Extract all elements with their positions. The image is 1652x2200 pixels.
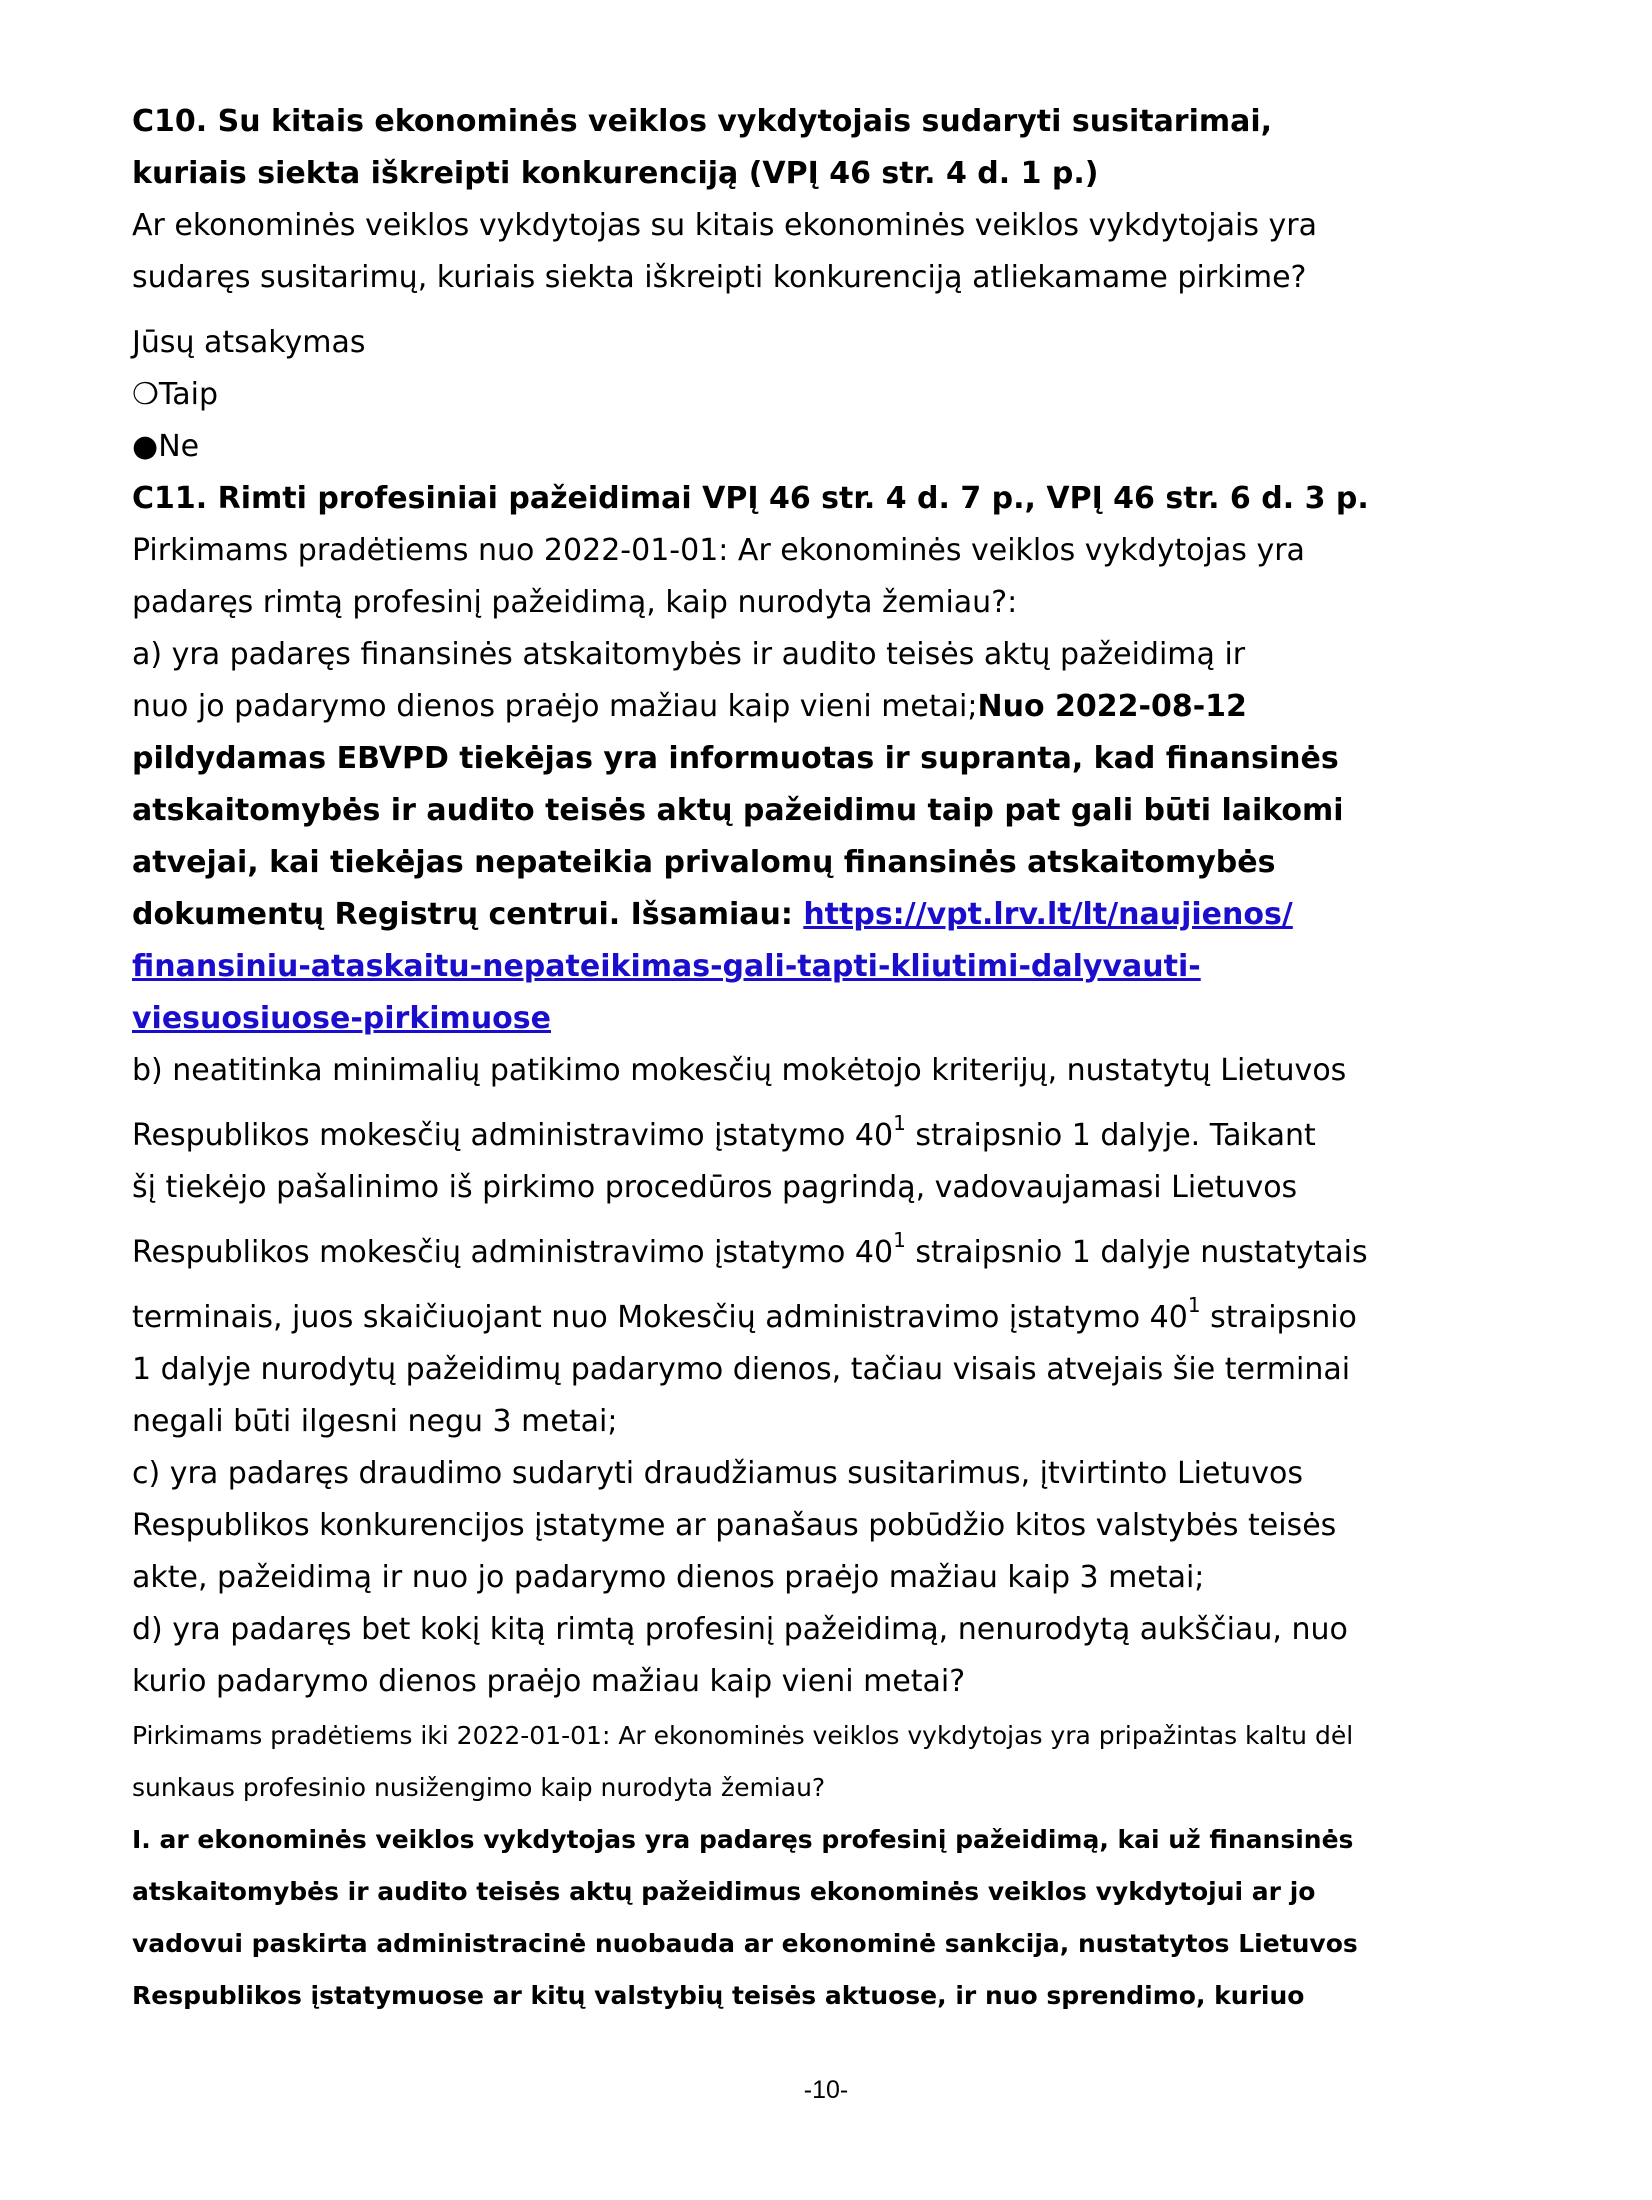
- item-b-line: šį tiekėjo pašalinimo iš pirkimo procedūros pagrindą, vadovaujamasi Lietuvos: [132, 1170, 1298, 1205]
- item-a-text: nuo jo padarymo dienos praėjo mažiau kaip vieni metai;: [132, 689, 978, 724]
- c10-title-line: C10. Su kitais ekonominės veiklos vykdytojais sudaryti susitarimai,: [132, 104, 1273, 139]
- option-taip[interactable]: [132, 369, 1532, 421]
- item-b-text: straipsnio 1 dalyje nustatytais: [905, 1235, 1368, 1270]
- vpt-news-link[interactable]: https://vpt.lrv.lt/lt/naujienos/: [803, 897, 1293, 932]
- item-a-bold-line: [132, 889, 1532, 941]
- link-line: [132, 941, 1532, 993]
- c10-question-line: sudaręs susitarimų, kuriais siekta iškreipti konkurenciją atliekamame pirkime?: [132, 260, 1307, 295]
- answer-label: Jūsų atsakymas: [132, 325, 366, 360]
- c10-question-line: Ar ekonominės veiklos vykdytojas su kitais ekonominės veiklos vykdytojais yra: [132, 208, 1317, 243]
- item-b-line: [132, 1227, 1532, 1279]
- c10-title-line: kuriais siekta iškreipti konkurenciją (VPĮ 46 str. 4 d. 1 p.): [132, 156, 1099, 191]
- option-label: Ne: [158, 429, 200, 464]
- item-b-line: [132, 1292, 1532, 1344]
- old-intro-line: Pirkimams pradėtiems iki 2022-01-01: Ar ekonominės veiklos vykdytojas yra pripažintas kaltu dėl: [132, 1721, 1354, 1750]
- item-i-line: I. ar ekonominės veiklos vykdytojas yra padaręs profesinį pažeidimą, kai už finansinės: [132, 1825, 1354, 1854]
- item-a-bold-line: atskaitomybės ir audito teisės aktų pažeidimu taip pat gali būti laikomi: [132, 793, 1344, 828]
- superscript: 1: [893, 1228, 906, 1252]
- item-b-text: Respublikos mokesčių administravimo įstatymo 40: [132, 1235, 894, 1270]
- superscript: 1: [893, 1111, 906, 1135]
- vpt-news-link[interactable]: finansiniu-ataskaitu-nepateikimas-gali-tapti-kliutimi-dalyvauti-: [132, 949, 1201, 984]
- item-a-line: a) yra padaręs finansinės atskaitomybės ir audito teisės aktų pažeidimą ir: [132, 637, 1246, 672]
- radio-checked-icon[interactable]: ●: [132, 429, 159, 464]
- item-a-bold-line: pildydamas EBVPD tiekėjas yra informuotas ir supranta, kad finansinės: [132, 741, 1339, 776]
- item-a-bold: dokumentų Registrų centrui. Išsamiau:: [132, 897, 804, 932]
- item-b-line: [132, 1110, 1532, 1162]
- item-d-line: d) yra padaręs bet kokį kitą rimtą profesinį pažeidimą, nenurodytą aukščiau, nuo: [132, 1612, 1348, 1647]
- item-b-text: straipsnio: [1200, 1300, 1357, 1335]
- item-a-line: [132, 681, 1532, 733]
- item-b-text: Respublikos mokesčių administravimo įstatymo 40: [132, 1118, 894, 1153]
- item-i-line: Respublikos įstatymuose ar kitų valstybių teisės aktuose, ir nuo sprendimo, kuriuo: [132, 1981, 1305, 2010]
- option-label: Taip: [158, 377, 219, 412]
- old-intro-line: sunkaus profesinio nusižengimo kaip nurodyta žemiau?: [132, 1773, 826, 1802]
- link-line: [132, 993, 1532, 1045]
- item-a-bold: Nuo 2022-08-12: [977, 689, 1247, 724]
- item-b-line: negali būti ilgesni negu 3 metai;: [132, 1404, 618, 1439]
- item-i-line: atskaitomybės ir audito teisės aktų pažeidimus ekonominės veiklos vykdytojui ar jo: [132, 1877, 1316, 1906]
- page-number: -10-: [803, 2076, 849, 2104]
- vpt-news-link[interactable]: viesuosiuose-pirkimuose: [132, 1001, 551, 1036]
- item-c-line: Respublikos konkurencijos įstatyme ar panašaus pobūdžio kitos valstybės teisės: [132, 1508, 1337, 1543]
- item-b-line: 1 dalyje nurodytų pažeidimų padarymo dienos, tačiau visais atvejais šie terminai: [132, 1352, 1351, 1387]
- item-c-line: c) yra padaręs draudimo sudaryti draudžiamus susitarimus, įtvirtinto Lietuvos: [132, 1456, 1303, 1491]
- item-d-line: kurio padarymo dienos praėjo mažiau kaip vieni metai?: [132, 1664, 966, 1699]
- item-i-line: vadovui paskirta administracinė nuobauda ar ekonominė sankcija, nustatytos Lietuvos: [132, 1929, 1358, 1958]
- option-ne[interactable]: [132, 421, 1532, 473]
- item-b-line: b) neatitinka minimalių patikimo mokesčių mokėtojo kriterijų, nustatytų Lietuvos: [132, 1053, 1347, 1088]
- superscript: 1: [1187, 1293, 1201, 1317]
- item-a-bold-line: atvejai, kai tiekėjas nepateikia privalomų finansinės atskaitomybės: [132, 845, 1276, 880]
- item-c-line: akte, pažeidimą ir nuo jo padarymo dienos praėjo mažiau kaip 3 metai;: [132, 1560, 1205, 1595]
- c11-title: C11. Rimti profesiniai pažeidimai VPĮ 46 str. 4 d. 7 p., VPĮ 46 str. 6 d. 3 p.: [132, 481, 1369, 516]
- item-b-text: terminais, juos skaičiuojant nuo Mokesčių administravimo įstatymo 40: [132, 1300, 1188, 1335]
- c11-intro-line: Pirkimams pradėtiems nuo 2022-01-01: Ar ekonominės veiklos vykdytojas yra: [132, 533, 1305, 568]
- document-body: [132, 96, 1532, 2022]
- radio-unchecked-icon[interactable]: ❍: [132, 377, 159, 412]
- c11-intro-line: padaręs rimtą profesinį pažeidimą, kaip nurodyta žemiau?:: [132, 585, 1018, 620]
- item-b-text: straipsnio 1 dalyje. Taikant: [905, 1118, 1316, 1153]
